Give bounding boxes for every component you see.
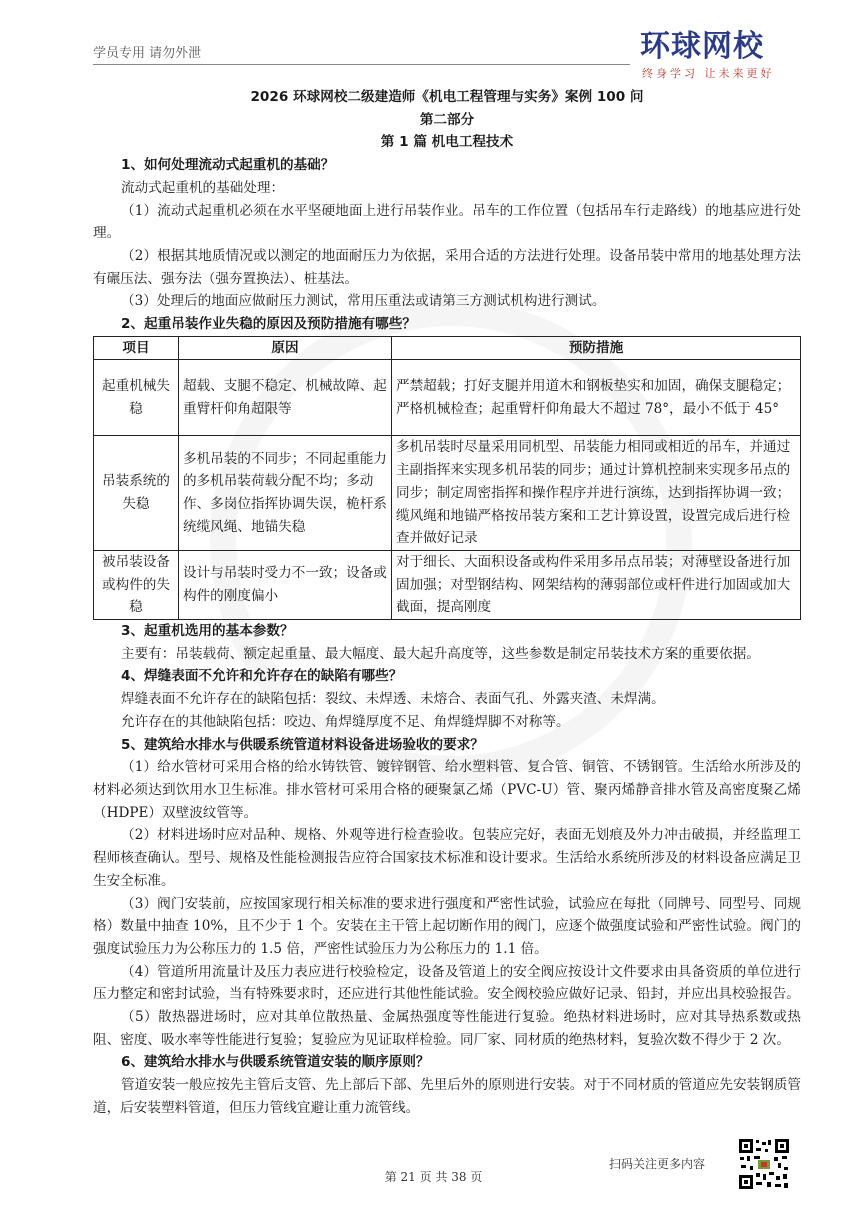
part-title: 第二部分 xyxy=(419,111,475,128)
table-cell-item: 吊装系统的失稳 xyxy=(94,436,179,551)
logo-text: 环球网校 xyxy=(640,29,764,64)
question-heading: 2、起重吊装作业失稳的原因及预防措施有哪些？ xyxy=(121,316,416,333)
paragraph: （4）管道所用流量计及压力表应进行校验检定，设备及管道上的安全阀应按设计文件要求由具备资质的单位进行压力整定和密封试验，当有特殊要求时，还应进行其他性能试验。安全阀校验应做好记录、铅封，并应出具校验报告。 xyxy=(93,963,801,1003)
paragraph: （1）流动式起重机必须在水平坚硬地面上进行吊装作业。吊车的工作位置（包括吊车行走路线）的地基应进行处理。 xyxy=(93,202,801,242)
table-cell-measure: 对于细长、大面积设备或构件采用多吊点吊装；对薄壁设备进行加固加强；对型钢结构、网架结构的薄弱部位或杆件进行加固或加大截面，提高刚度 xyxy=(392,550,801,619)
scan-qr-label: 扫码关注更多内容 xyxy=(609,1157,706,1171)
paragraph: （3）阀门安装前，应按国家现行相关标准的要求进行强度和严密性试验，试验应在每批（同牌号、同型号、同规格）数量中抽查 10%，且不少于 1 个。安装在主干管上起切断作用的阀门，应逐个做强度试验和严密性试验。阀门的强度试验压力为公称压力的 1.5 倍，严密性试验压力为公称压力的 1.1 倍。 xyxy=(93,895,801,957)
logo-tagline: 终身学习 让未来更好 xyxy=(642,67,775,80)
header-confidential-label: 学员专用 请勿外泄 xyxy=(93,46,202,61)
page-number: 第 21 页 共 38 页 xyxy=(384,1170,483,1184)
paragraph: 管道安装一般应按先主管后支管、先上部后下部、先里后外的原则进行安装。对于不同材质的管道应先安装钢质管道，后安装塑料管道，但压力管线宜避让重力流管线。 xyxy=(93,1077,801,1116)
paragraph: （2）根据其地质情况或以测定的地面耐压力为依据，采用合适的方法进行处理。设备吊装中常用的地基处理方法有碾压法、强夯法（强夯置换法）、桩基法。 xyxy=(93,247,801,287)
paragraph: （1）给水管材可采用合格的给水铸铁管、镀锌钢管、给水塑料管、复合管、铜管、不锈钢管。生活给水所涉及的材料必须达到饮用水卫生标准。排水管材可采用合格的硬聚氯乙烯（PVC-U）管、聚丙烯静音排水管及高密度聚乙烯（HDPE）双壁波纹管等。 xyxy=(93,759,801,821)
question-heading: 4、焊缝表面不允许和允许存在的缺陷有哪些？ xyxy=(121,668,403,685)
table-row xyxy=(94,436,801,551)
table-row xyxy=(94,550,801,619)
table-header-row xyxy=(94,336,801,360)
question-heading: 3、起重机选用的基本参数？ xyxy=(121,623,294,640)
paragraph: （5）散热器进场时，应对其单位散热量、金属热强度等性能进行复验。绝热材料进场时，应对其导热系数或热阻、密度、吸水率等性能进行复验；复验应为见证取样检验。同厂家、同材质的绝热材料，复验次数不得少于 2 次。 xyxy=(93,1009,801,1048)
paragraph: （3）处理后的地面应做耐压力测试，常用压重法或请第三方测试机构进行测试。 xyxy=(121,293,606,310)
table-cell-cause: 超载、支腿不稳定、机械故障、起重臂杆仰角超限等 xyxy=(179,360,392,436)
chapter-title: 第 1 篇 机电工程技术 xyxy=(380,134,514,151)
paragraph: 流动式起重机的基础处理： xyxy=(121,179,285,196)
column-header: 原因 xyxy=(179,336,392,360)
paragraph: 焊缝表面不允许存在的缺陷包括：裂纹、未焊透、未熔合、表面气孔、外露夹渣、未焊满。 xyxy=(121,691,665,708)
table-cell-item: 起重机械失稳 xyxy=(94,360,179,436)
document-body xyxy=(93,86,801,1120)
table-cell-measure: 多机吊装时尽量采用同机型、吊装能力相同或相近的吊车，并通过主副指挥来实现多机吊装的同步；通过计算机控制来实现多吊点的同步；制定周密指挥和操作程序并进行演练，达到指挥协调一致；缆风绳和地锚严格按吊装方案和工艺计算设置，设置完成后进行检查并做好记录 xyxy=(392,436,801,551)
paragraph: 主要有：吊装载荷、额定起重量、最大幅度、最大起升高度等，这些参数是制定吊装技术方案的重要依据。 xyxy=(121,645,760,662)
question-heading: 1、如何处理流动式起重机的基础？ xyxy=(121,157,335,174)
qr-code-icon xyxy=(738,1138,790,1190)
table-cell-item: 被吊装设备或构件的失稳 xyxy=(94,550,179,619)
header-divider xyxy=(93,64,630,65)
column-header: 项目 xyxy=(94,336,179,360)
paragraph: （2）材料进场时应对品种、规格、外观等进行检查验收。包装应完好，表面无划痕及外力冲击破损，并经监理工程师核查确认。型号、规格及性能检测报告应符合国家技术标准和设计要求。生活给水系统所涉及的材料设备应满足卫生安全标准。 xyxy=(93,827,801,889)
document-title: 2026 环球网校二级建造师《机电工程管理与实务》案例 100 问 xyxy=(250,89,644,105)
table-cell-measure: 严禁超载；打好支腿并用道木和钢板垫实和加固，确保支腿稳定；严格机械检查；起重臂杆仰角最大不超过 78°，最小不低于 45° xyxy=(392,360,801,436)
table-row xyxy=(94,360,801,436)
paragraph: 允许存在的其他缺陷包括：咬边、角焊缝厚度不足、角焊缝焊脚不对称等。 xyxy=(121,713,570,730)
column-header: 预防措施 xyxy=(392,336,801,360)
table-cell-cause: 多机吊装的不同步；不同起重能力的多机吊装荷载分配不均；多动作、多岗位指挥协调失误，桅杆系统缆风绳、地锚失稳 xyxy=(179,436,392,551)
instability-table xyxy=(93,336,801,620)
table-cell-cause: 设计与吊装时受力不一致；设备或构件的刚度偏小 xyxy=(179,550,392,619)
question-heading: 5、建筑给水排水与供暖系统管道材料设备进场验收的要求？ xyxy=(121,736,484,753)
brand-logo xyxy=(640,29,800,84)
question-heading: 6、建筑给水排水与供暖系统管道安装的顺序原则？ xyxy=(121,1054,430,1071)
